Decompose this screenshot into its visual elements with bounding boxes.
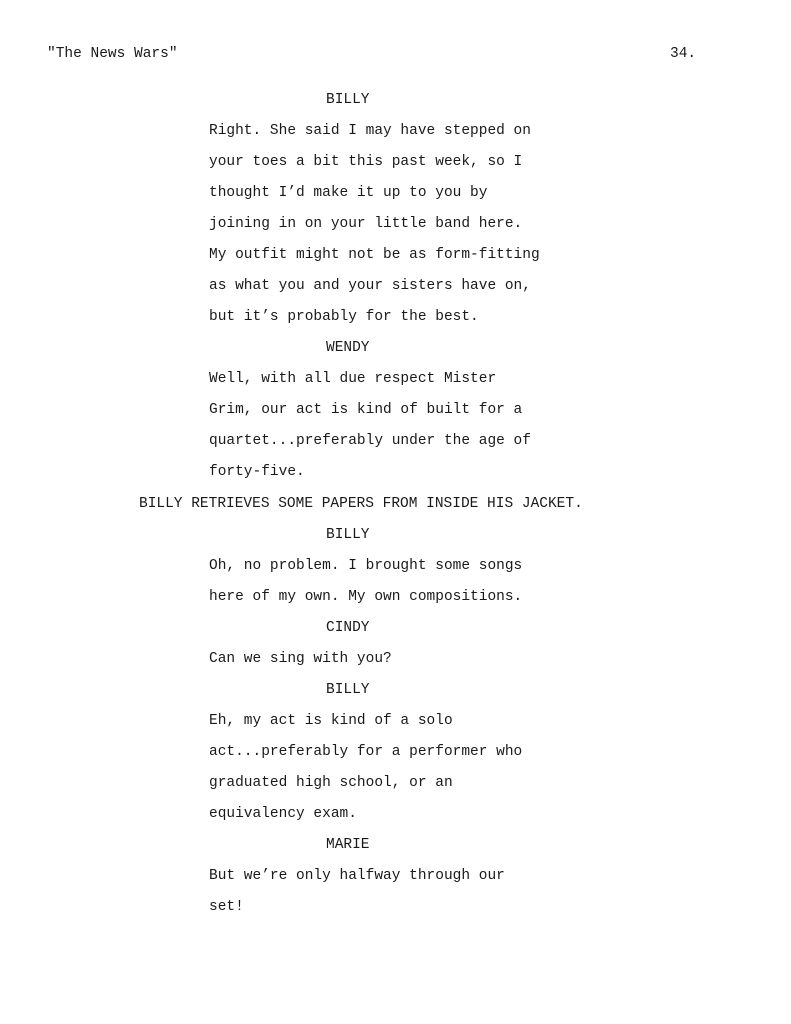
dialogue-line: quartet...preferably under the age of	[209, 433, 531, 449]
dialogue-line: joining in on your little band here.	[209, 216, 523, 232]
dialogue-line: Eh, my act is kind of a solo	[209, 713, 453, 729]
dialogue-line: your toes a bit this past week, so I	[209, 154, 523, 170]
dialogue-line: Well, with all due respect Mister	[209, 371, 497, 387]
dialogue-line: but it’s probably for the best.	[209, 309, 479, 325]
dialogue-line: thought I’d make it up to you by	[209, 185, 488, 201]
dialogue-line: set!	[209, 899, 244, 915]
dialogue-line: here of my own. My own compositions.	[209, 589, 523, 605]
dialogue-line: equivalency exam.	[209, 806, 357, 822]
character-cue: BILLY	[326, 527, 370, 543]
dialogue-line: as what you and your sisters have on,	[209, 278, 531, 294]
dialogue-line: Can we sing with you?	[209, 651, 392, 667]
action-line: BILLY RETRIEVES SOME PAPERS FROM INSIDE HIS JACKET.	[139, 496, 583, 512]
character-cue: BILLY	[326, 682, 370, 698]
page-number: 34.	[670, 46, 697, 62]
dialogue-line: forty-five.	[209, 464, 305, 480]
dialogue-line: But we’re only halfway through our	[209, 868, 505, 884]
script-title: "The News Wars"	[47, 46, 178, 62]
character-cue: BILLY	[326, 92, 370, 108]
character-cue: WENDY	[326, 340, 370, 356]
dialogue-line: My outfit might not be as form-fitting	[209, 247, 540, 263]
dialogue-line: graduated high school, or an	[209, 775, 453, 791]
character-cue: MARIE	[326, 837, 370, 853]
dialogue-line: Oh, no problem. I brought some songs	[209, 558, 523, 574]
dialogue-line: Grim, our act is kind of built for a	[209, 402, 523, 418]
character-cue: CINDY	[326, 620, 370, 636]
dialogue-line: act...preferably for a performer who	[209, 744, 523, 760]
dialogue-line: Right. She said I may have stepped on	[209, 123, 531, 139]
